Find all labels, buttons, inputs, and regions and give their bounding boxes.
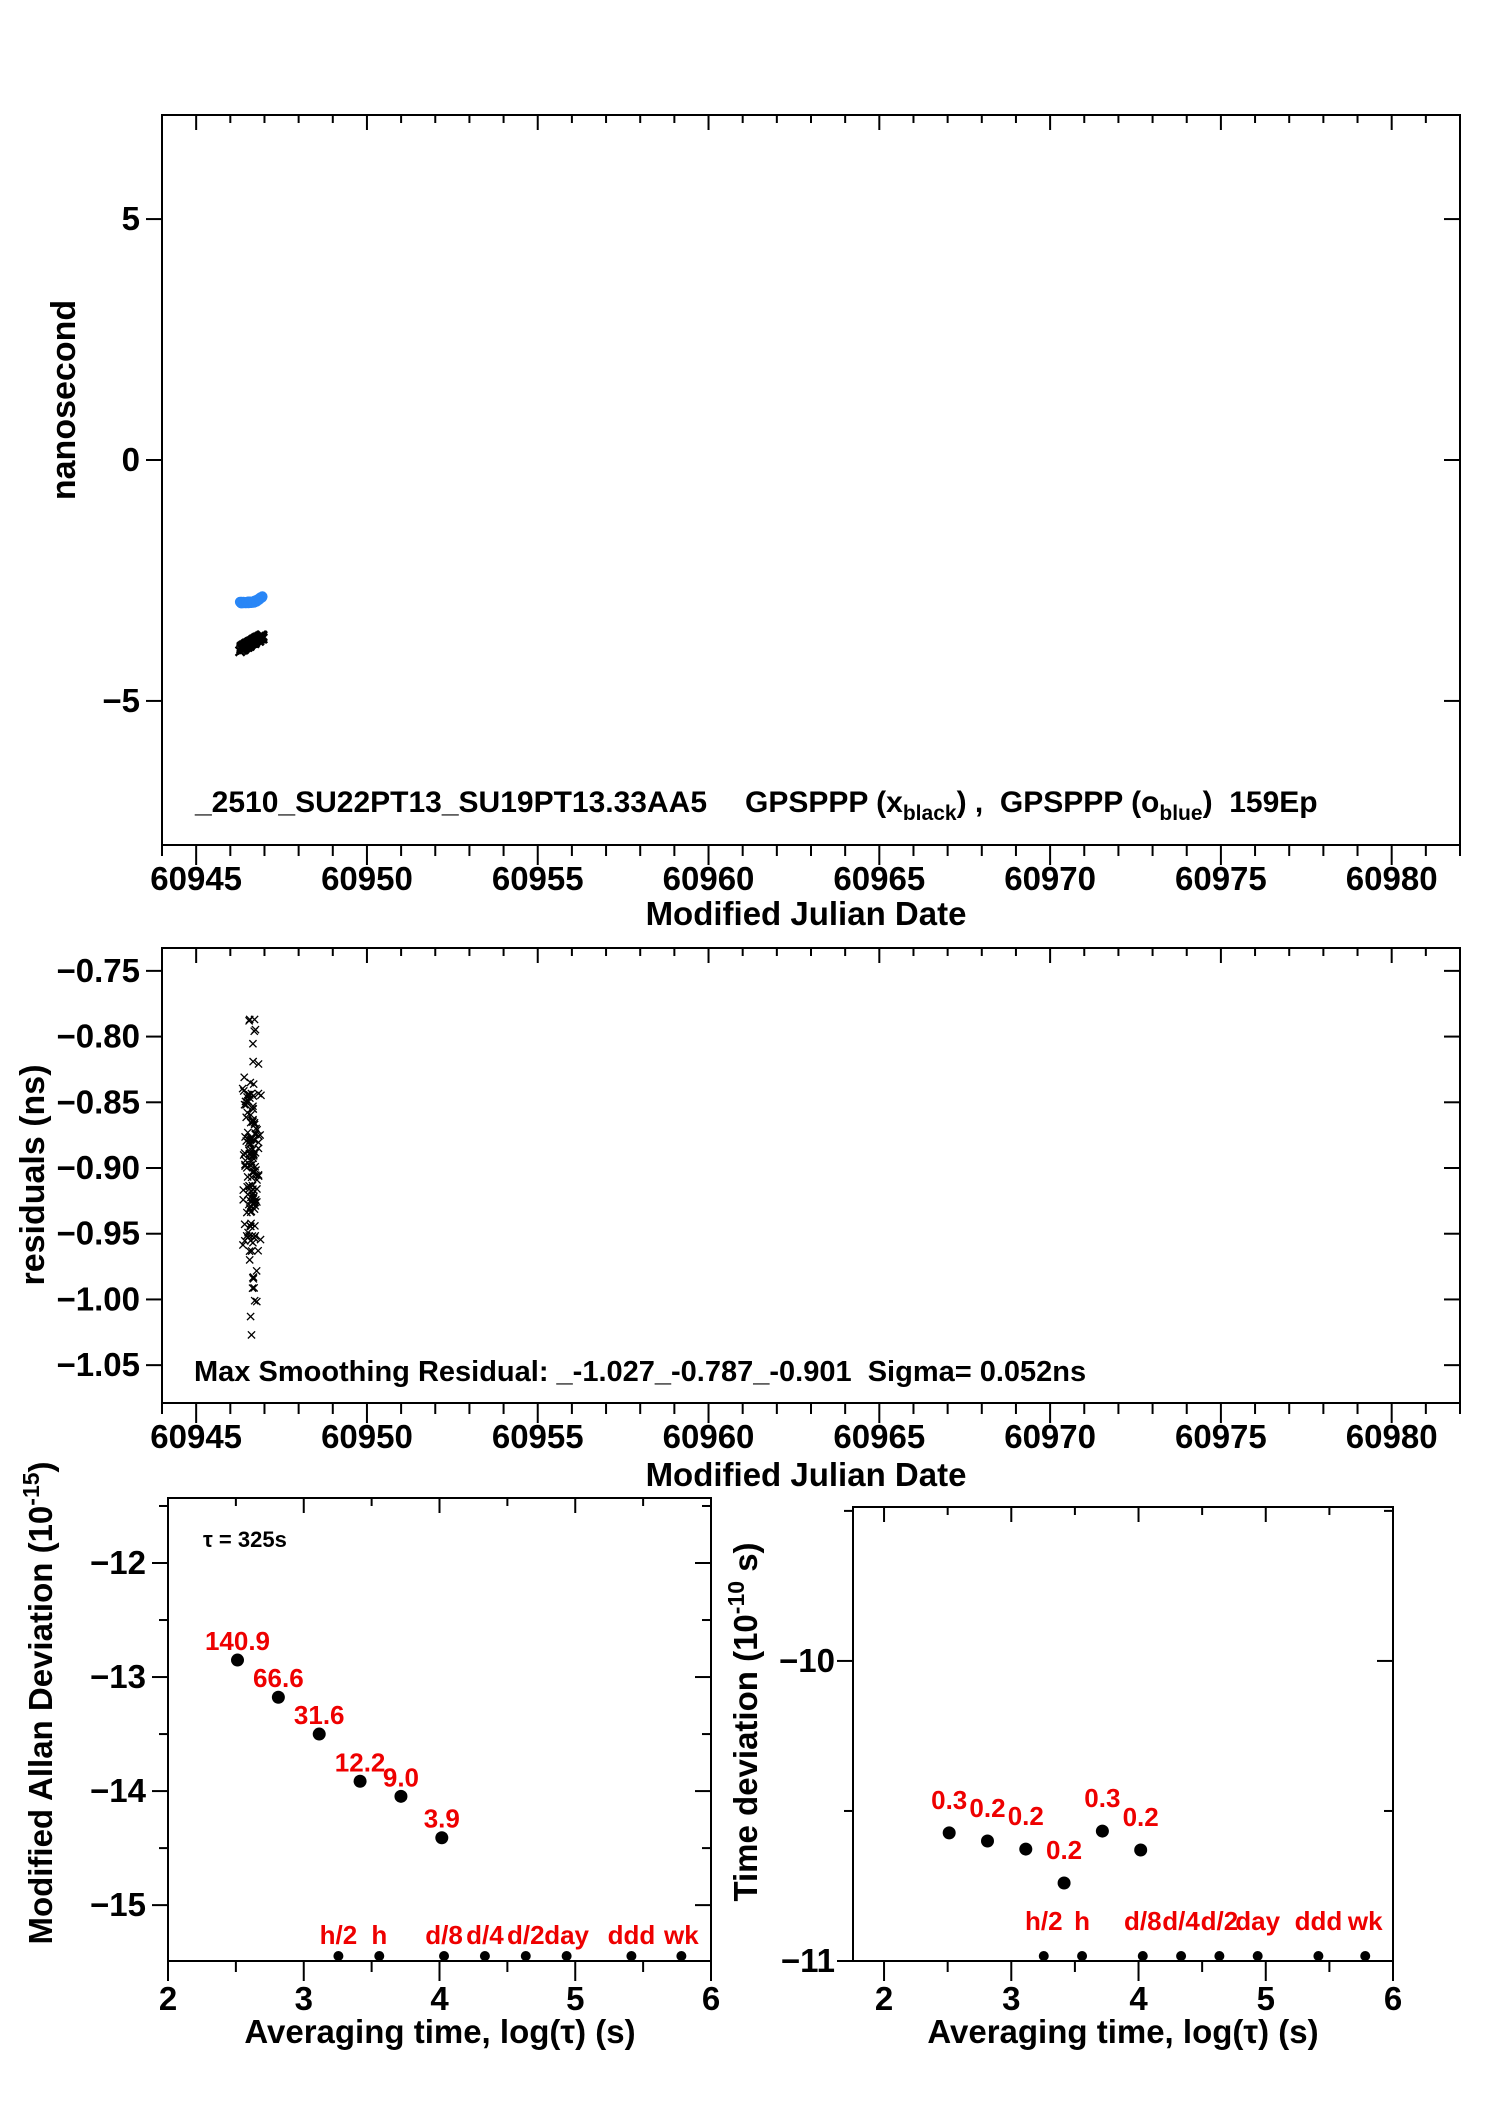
residual-point (240, 1186, 247, 1193)
time-marker-label-h: h (371, 1920, 388, 1950)
x-tick-label: 60965 (833, 860, 926, 897)
tdev-point-value-label: 0.2 (1046, 1834, 1083, 1865)
axis-title-superscript: -10 (723, 1580, 749, 1615)
mdev-panel (18, 1461, 720, 2017)
time-marker-label-d/8: d/8 (1123, 1906, 1162, 1936)
phase-plot-frame (162, 115, 1460, 845)
time-marker-dot (1214, 1951, 1224, 1961)
residual-outlier-point (248, 1331, 255, 1338)
y-tick-label: 5 (121, 200, 140, 238)
x-tick-label: 60960 (662, 860, 755, 897)
y-tick-label: −0.80 (56, 1017, 140, 1055)
x-tick-label: 4 (430, 1980, 449, 2017)
axis-title-segment: Modified Allan Deviation (10 (22, 1505, 59, 1945)
mdev-point-value-label: 9.0 (382, 1762, 420, 1793)
title-subscript: black (902, 802, 957, 825)
y-tick-label: −0.75 (56, 951, 140, 989)
time-marker-dot (439, 1951, 449, 1961)
x-tick-label: 6 (1383, 1980, 1403, 2017)
tdev-point-value-label: 0.3 (931, 1784, 968, 1815)
time-marker-label-d/4: d/4 (466, 1920, 504, 1950)
residual-point (241, 1221, 248, 1228)
time-marker-label-day: day (544, 1920, 590, 1950)
time-marker-label-h/2: h/2 (1024, 1906, 1063, 1936)
y-tick-label: −12 (90, 1544, 146, 1582)
series-x (236, 631, 268, 656)
time-marker-dot (1313, 1951, 1323, 1961)
x-tick-label: 5 (566, 1980, 585, 2017)
y-tick-label: −1.05 (56, 1346, 140, 1384)
time-marker-label-ddd: ddd (607, 1920, 656, 1950)
mdev-plot-frame (168, 1498, 711, 1961)
time-marker-dot (333, 1951, 343, 1961)
residuals-series (239, 1016, 264, 1339)
title-subscript: blue (1159, 802, 1203, 825)
x-tick-label: 60950 (321, 860, 413, 897)
y-tick-label: −11 (780, 1942, 835, 1979)
x-tick-label: 2 (158, 1980, 178, 2017)
x-tick-label: 60955 (491, 860, 584, 897)
y-tick-label: −0.95 (56, 1214, 140, 1252)
time-marker-label-d/8: d/8 (425, 1920, 463, 1950)
x-tick-label: 2 (874, 1980, 894, 2017)
mdev-point-value-label: 12.2 (334, 1747, 386, 1778)
x-tick-label: 3 (294, 1980, 313, 2017)
tdev-plot-frame (853, 1507, 1393, 1961)
x-tick-label: 60960 (662, 1418, 755, 1455)
residual-point (246, 1256, 253, 1263)
time-marker-dot (562, 1951, 572, 1961)
mdev-point-value-label: 3.9 (423, 1803, 460, 1834)
y-tick-label: 0 (121, 441, 140, 479)
x-tick-label: 3 (1002, 1980, 1021, 2017)
y-tick-label: −5 (102, 681, 140, 719)
x-tick-label: 60945 (150, 860, 243, 897)
tdev-point-value-label: 0.3 (1084, 1783, 1121, 1814)
time-marker-dot (1077, 1951, 1087, 1961)
generated-plot-content (18, 115, 1460, 2017)
residual-point (249, 1040, 256, 1047)
title-segment: ) 159Ep (1202, 786, 1318, 819)
residual-point (242, 1162, 249, 1169)
residual-point (247, 1313, 254, 1320)
x-tick-label: 60945 (150, 1418, 243, 1455)
max-smoothing-residual-note: Max Smoothing Residual: _-1.027_-0.787_-0.901 Sigma= 0.052ns (194, 1356, 1087, 1388)
time-marker-dot (676, 1951, 686, 1961)
tdev-point-value-label: 0.2 (969, 1792, 1006, 1823)
tau-note: τ = 325s (203, 1527, 287, 1552)
phase-title-right (745, 786, 1318, 825)
tdev-point-value-label: 0.2 (1007, 1801, 1044, 1832)
mdev-point-value-label: 66.6 (253, 1663, 304, 1694)
series-o (236, 592, 266, 607)
x-tick-label: 60975 (1175, 860, 1267, 897)
phase-title-left: _2510_SU22PT13_SU19PT13.33AA5 (195, 786, 708, 819)
time-marker-label-wk: wk (1347, 1906, 1383, 1936)
y-tick-label: −13 (90, 1658, 146, 1696)
time-marker-dot (1176, 1951, 1186, 1961)
residuals-x-axis-title: Modified Julian Date (645, 1456, 967, 1493)
axis-title-segment: ) (22, 1461, 59, 1473)
time-marker-dot (480, 1951, 490, 1961)
time-marker-dot (521, 1951, 531, 1961)
y-tick-label: −1.00 (56, 1280, 140, 1318)
x-tick-label: 4 (1129, 1980, 1148, 2017)
time-marker-dot (1138, 1951, 1148, 1961)
mdev-point-value-label: 140.9 (204, 1626, 271, 1657)
x-tick-label: 60965 (833, 1418, 926, 1455)
time-marker-dot (626, 1951, 636, 1961)
x-tick-label: 60980 (1345, 1418, 1438, 1455)
x-tick-label: 60975 (1175, 1418, 1267, 1455)
residual-point (255, 1247, 262, 1254)
tdev-data-point (981, 1834, 994, 1847)
x-tick-label: 60970 (1004, 1418, 1096, 1455)
time-marker-dot (1039, 1951, 1049, 1961)
y-tick-label: −15 (90, 1886, 146, 1924)
title-segment: ) , GPSPPP (o (956, 786, 1160, 819)
axis-title-superscript: -15 (18, 1472, 44, 1506)
time-marker-label-day: day (1235, 1906, 1281, 1936)
tdev-x-axis-title: Averaging time, log(τ) (s) (927, 2013, 1319, 2050)
tdev-panel (723, 1507, 1402, 2017)
x-tick-label: 60970 (1004, 860, 1096, 897)
tdev-data-point (943, 1826, 956, 1839)
y-tick-label: −10 (779, 1641, 835, 1679)
residual-point (244, 1173, 251, 1180)
mdev-point-value-label: 31.6 (293, 1700, 345, 1731)
x-tick-label: 6 (701, 1980, 721, 2017)
residual-point (257, 1092, 264, 1099)
time-marker-label-wk: wk (664, 1920, 699, 1950)
residual-point (239, 1085, 246, 1092)
time-marker-label-h/2: h/2 (319, 1920, 358, 1950)
phase-x-axis-title: Modified Julian Date (645, 895, 967, 932)
phase-panel (102, 115, 1460, 897)
x-tick-label: 60980 (1345, 860, 1438, 897)
time-marker-dot (1253, 1951, 1263, 1961)
x-tick-label: 60950 (321, 1418, 413, 1455)
axis-title-segment: s) (727, 1542, 764, 1581)
tdev-data-point (1019, 1843, 1032, 1856)
residuals-plot-frame (162, 948, 1460, 1403)
time-marker-label-h: h (1074, 1906, 1091, 1936)
time-marker-label-ddd: ddd (1294, 1906, 1343, 1936)
time-marker-dot (1360, 1951, 1370, 1961)
time-marker-dot (374, 1951, 384, 1961)
residual-point (255, 1139, 262, 1146)
y-tick-label: −0.85 (56, 1083, 140, 1121)
time-marker-label-d/4: d/4 (1162, 1906, 1200, 1936)
time-marker-label-d/2: d/2 (1200, 1906, 1239, 1936)
title-segment: GPSPPP (x (745, 786, 903, 819)
tdev-data-point (1134, 1843, 1147, 1856)
x-tick-label: 60955 (491, 1418, 584, 1455)
mdev-y-axis-title (18, 1461, 59, 1944)
tdev-data-point (1096, 1825, 1109, 1838)
y-tick-label: −0.90 (56, 1149, 140, 1187)
mdev-x-axis-title: Averaging time, log(τ) (s) (244, 2013, 636, 2050)
residuals-y-axis-title: residuals (ns) (14, 1064, 52, 1286)
x-tick-label: 5 (1256, 1980, 1275, 2017)
tdev-y-axis-title (723, 1542, 764, 1901)
tdev-data-point (1058, 1876, 1071, 1889)
time-marker-label-d/2: d/2 (506, 1920, 545, 1950)
axis-title-segment: Time deviation (10 (727, 1614, 764, 1902)
phase-y-axis-title: nanosecond (45, 299, 83, 501)
y-tick-label: −14 (90, 1772, 146, 1810)
tdev-point-value-label: 0.2 (1122, 1801, 1159, 1832)
